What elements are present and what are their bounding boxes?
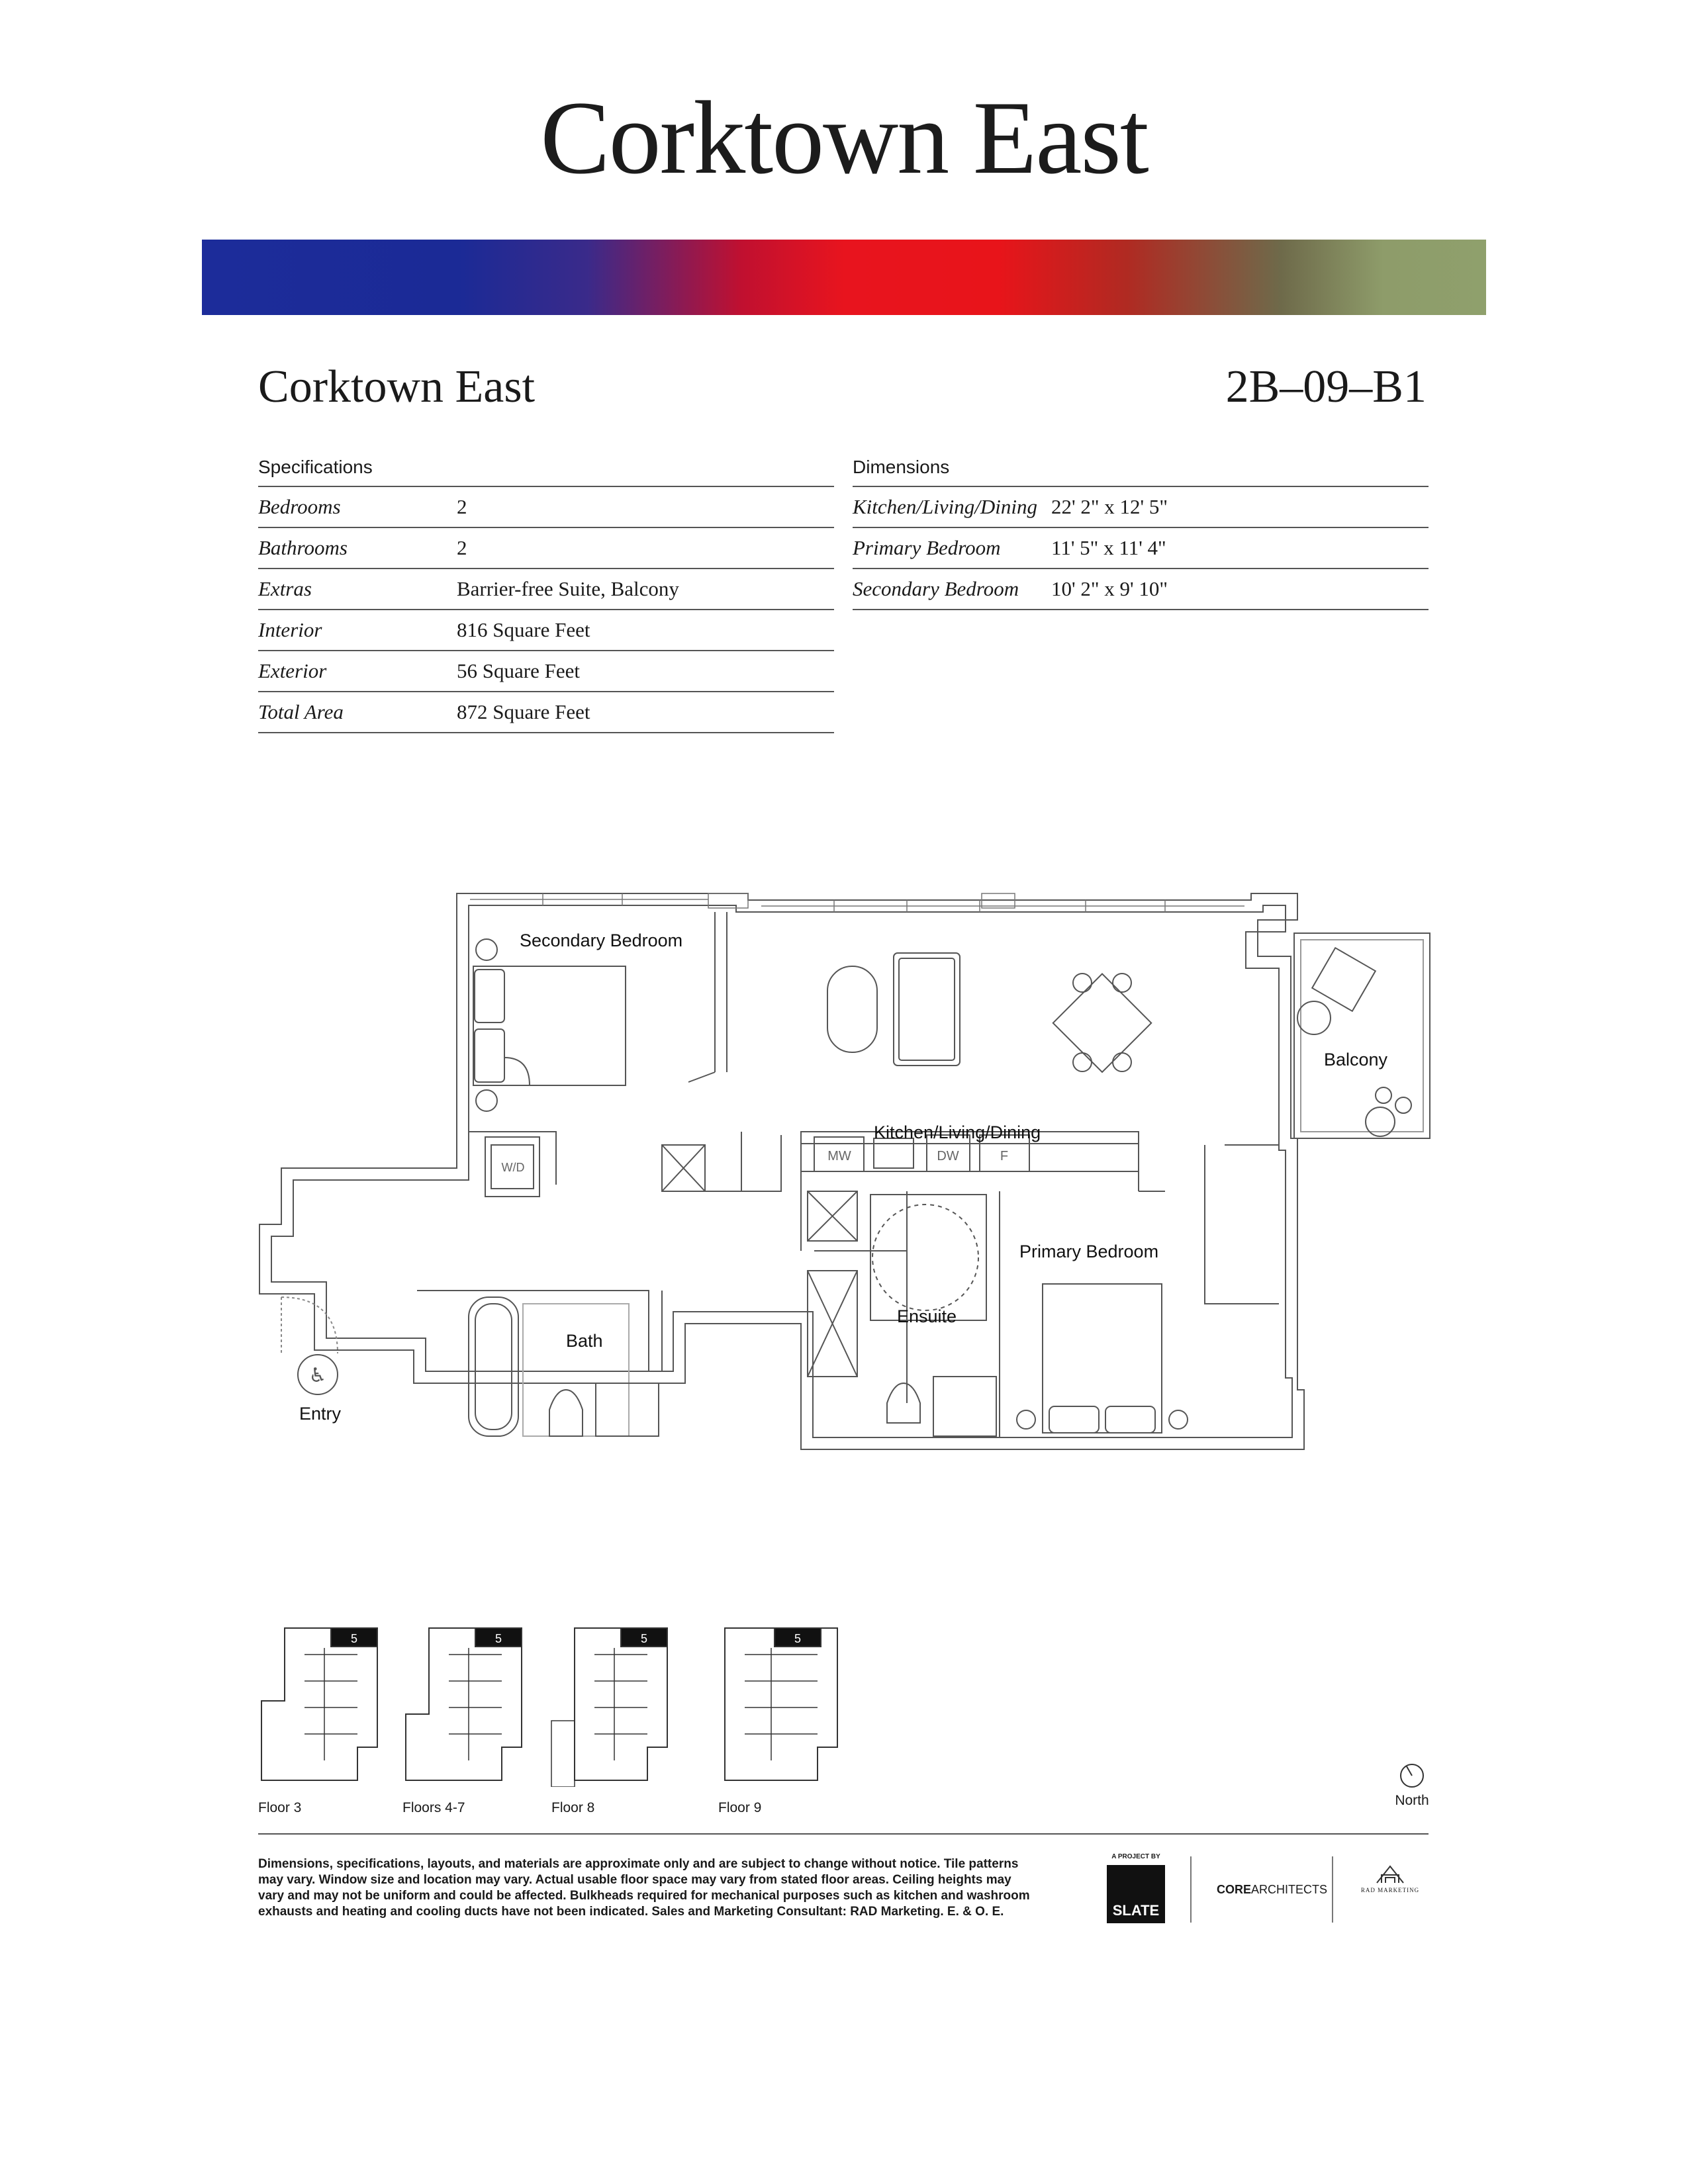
- label-balcony: Balcony: [1324, 1050, 1388, 1069]
- key-plan-label: Floor 3: [258, 1800, 302, 1815]
- spec-value: 872 Square Feet: [457, 700, 590, 723]
- dining-table: [1053, 974, 1151, 1071]
- disclaimer: Dimensions, specifications, layouts, and materials are approximate only and are subject to change without notice. Tile patterns may vary. Window size and location may vary. Actual usable floor space may vary from stated floor areas. Ceiling heights may vary and may not be uniform and could be affected. Bulkheads required for mechanical purposes such as kitchen and washroom exhausts and heating and cooling ducts have not been indicated. Sales and Marketing Consultant: RAD Marketing. E. & O. E.: [258, 1857, 1030, 1919]
- spec-row: [258, 692, 834, 733]
- spec-row: [258, 487, 834, 528]
- dimension-row: [853, 487, 1429, 528]
- dimensions-table: [853, 457, 1429, 610]
- spec-row: [258, 569, 834, 610]
- logo-divider: [1190, 1856, 1192, 1923]
- spec-label: Interior: [258, 618, 322, 641]
- north-label: North: [1395, 1793, 1429, 1808]
- dimension-label: Kitchen/Living/Dining: [853, 495, 1037, 518]
- balcony-chair: [1312, 948, 1376, 1011]
- spec-label: Bathrooms: [258, 536, 348, 559]
- dimension-row: [853, 569, 1429, 610]
- lamp: [476, 939, 497, 960]
- core-rest: ARCHITECTS: [1251, 1883, 1328, 1896]
- svg-text:5: 5: [794, 1632, 802, 1645]
- label-wd: W/D: [501, 1161, 525, 1174]
- dimension-value: 22' 2" x 12' 5": [1051, 495, 1168, 518]
- spec-value: 2: [457, 536, 467, 559]
- bed-primary: [1043, 1284, 1162, 1433]
- spec-value: 2: [457, 495, 467, 518]
- dimension-label: Secondary Bedroom: [853, 577, 1019, 600]
- label-kitchen-living-dining: Kitchen/Living/Dining: [874, 1122, 1041, 1142]
- label-secondary-bedroom: Secondary Bedroom: [520, 931, 683, 950]
- north-indicator: [1389, 1762, 1435, 1809]
- toilet-ensuite: [887, 1383, 920, 1423]
- bathtub: [469, 1297, 518, 1436]
- rad-text: RAD MARKETING: [1360, 1887, 1420, 1893]
- project-name: Corktown East: [258, 361, 536, 412]
- spec-row: [258, 651, 834, 692]
- dimension-value: 11' 5" x 11' 4": [1051, 536, 1166, 559]
- label-dw: DW: [937, 1149, 959, 1163]
- rad-icon: [1374, 1863, 1407, 1886]
- label-primary-bedroom: Primary Bedroom: [1019, 1242, 1159, 1261]
- spec-label: Extras: [258, 577, 312, 600]
- spec-value: 816 Square Feet: [457, 618, 590, 641]
- bath-floor: [523, 1304, 629, 1436]
- svg-text:♿: ♿: [308, 1365, 327, 1387]
- label-f: F: [1000, 1149, 1009, 1163]
- vanity-bath: [596, 1383, 659, 1436]
- key-plan-label: Floor 9: [718, 1800, 762, 1815]
- key-plan-floor-8: [548, 1615, 674, 1790]
- key-plan-floor-3: [258, 1615, 384, 1790]
- label-entry: Entry: [299, 1404, 342, 1424]
- spec-label: Bedrooms: [258, 495, 341, 518]
- floor-plan: [252, 880, 1436, 1476]
- svg-text:5: 5: [350, 1632, 358, 1645]
- ottoman: [827, 966, 877, 1052]
- gradient-banner: [202, 240, 1486, 315]
- dimension-label: Primary Bedroom: [853, 536, 1001, 559]
- toilet-bath: [549, 1390, 583, 1436]
- brand-title: Corktown East: [540, 80, 1148, 196]
- key-plan-label: Floor 8: [551, 1800, 595, 1815]
- dimension-value: 10' 2" x 9' 10": [1051, 577, 1168, 600]
- sink: [874, 1138, 914, 1168]
- key-plan-floors-4-7: [402, 1615, 528, 1790]
- spec-label: Exterior: [258, 659, 327, 682]
- spec-value: 56 Square Feet: [457, 659, 580, 682]
- door-swing: [281, 1297, 338, 1353]
- svg-text:5: 5: [640, 1632, 648, 1645]
- key-plan-label: Floors 4-7: [402, 1800, 465, 1815]
- footer-rule: [258, 1833, 1429, 1835]
- svg-text:5: 5: [494, 1632, 502, 1645]
- compass-icon: [1399, 1762, 1425, 1789]
- sofa: [894, 953, 960, 1066]
- specifications-table: [258, 457, 834, 733]
- label-mw: MW: [827, 1149, 851, 1163]
- slate-logo: SLATE: [1107, 1865, 1165, 1923]
- spec-value: Barrier-free Suite, Balcony: [457, 577, 679, 600]
- slate-caption: A PROJECT BY: [1111, 1853, 1160, 1860]
- specifications-title: Specifications: [258, 457, 834, 487]
- key-plan-floor-9: [718, 1615, 844, 1790]
- label-bath: Bath: [566, 1331, 603, 1351]
- dimension-row: [853, 528, 1429, 569]
- logo-divider: [1332, 1856, 1333, 1923]
- spec-row: [258, 610, 834, 651]
- spec-label: Total Area: [258, 700, 344, 723]
- core-bold: CORE: [1217, 1883, 1252, 1896]
- bed-secondary: [473, 966, 626, 1085]
- rad-marketing-logo: [1347, 1863, 1433, 1893]
- suite-code: 2B–09–B1: [1225, 361, 1427, 412]
- dimensions-title: Dimensions: [853, 457, 1429, 487]
- vanity-ensuite: [933, 1377, 996, 1436]
- ensuite-floor: [870, 1195, 986, 1320]
- windows: [470, 893, 1244, 912]
- label-ensuite: Ensuite: [897, 1306, 957, 1326]
- interior-wall: [417, 912, 1279, 1437]
- core-architects-logo: [1217, 1883, 1327, 1897]
- spec-row: [258, 528, 834, 569]
